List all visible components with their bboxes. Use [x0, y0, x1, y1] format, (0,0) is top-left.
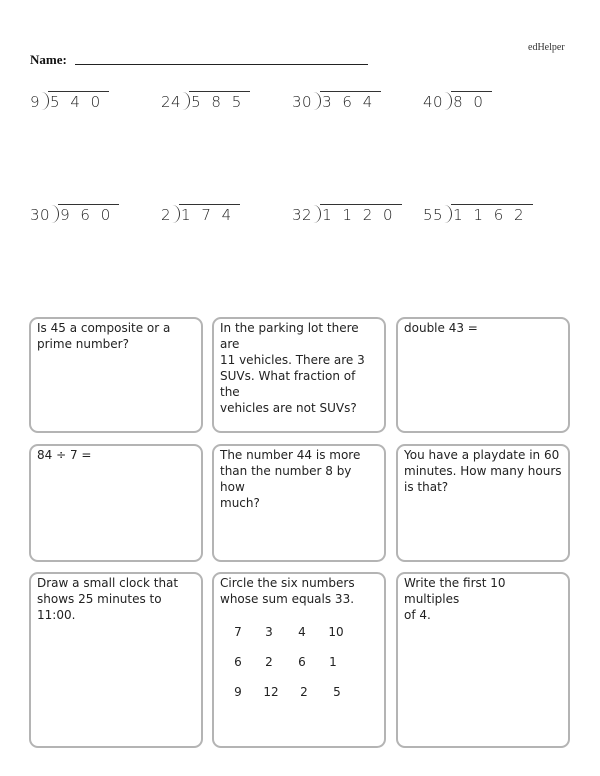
division-problem-2 [161, 91, 250, 111]
problem-box-composite-prime[interactable] [29, 317, 203, 433]
problem-text: The number 44 is more than the number 8 by how much? [220, 448, 361, 510]
problem-box-parking-lot[interactable] [212, 317, 386, 433]
problem-box-circle-numbers[interactable] [212, 572, 386, 748]
divisor: 2 [161, 206, 172, 224]
problem-box-double[interactable] [396, 317, 570, 433]
divisor: 40 [423, 93, 444, 111]
problem-text: Draw a small clock that shows 25 minutes to 11:00. [37, 576, 179, 622]
divisor: 55 [423, 206, 444, 224]
number-cell[interactable]: 3 [265, 625, 273, 639]
problem-box-multiples[interactable] [396, 572, 570, 748]
problem-text: Circle the six numbers whose sum equals 33. [220, 576, 355, 606]
problem-text: In the parking lot there are 11 vehicles. There are 3 SUVs. What fraction of the vehicles are not SUVs? [220, 321, 365, 415]
dividend: 1 1 2 0 [320, 204, 401, 224]
number-row [234, 654, 354, 684]
number-row [234, 624, 354, 654]
number-row [234, 684, 354, 714]
division-problem-7 [292, 204, 402, 224]
number-cell[interactable]: 6 [234, 655, 242, 669]
division-problem-8 [423, 204, 533, 224]
division-bracket [51, 204, 58, 224]
number-grid [234, 624, 354, 714]
division-bracket [444, 91, 451, 111]
division-bracket [444, 204, 451, 224]
divisor: 24 [161, 93, 182, 111]
division-bracket [313, 91, 320, 111]
problem-text: You have a playdate in 60 minutes. How many hours is that? [404, 448, 562, 494]
number-cell[interactable]: 7 [234, 625, 242, 639]
number-cell[interactable]: 4 [298, 625, 306, 639]
number-cell[interactable]: 1 [329, 655, 337, 669]
dividend: 1 1 6 2 [451, 204, 532, 224]
divisor: 30 [292, 93, 313, 111]
division-problem-3 [292, 91, 381, 111]
divisor: 9 [30, 93, 41, 111]
division-bracket [41, 91, 48, 111]
problem-text: double 43 = [404, 321, 478, 335]
dividend: 5 8 5 [189, 91, 250, 111]
problem-box-difference[interactable] [212, 444, 386, 562]
number-cell[interactable]: 6 [298, 655, 306, 669]
name-label: Name: [30, 52, 67, 67]
number-cell[interactable]: 9 [234, 685, 242, 699]
problem-text: 84 ÷ 7 = [37, 448, 92, 462]
division-bracket [172, 204, 179, 224]
dividend: 5 4 0 [48, 91, 109, 111]
divisor: 30 [30, 206, 51, 224]
number-cell[interactable]: 2 [265, 655, 273, 669]
division-bracket [182, 91, 189, 111]
dividend: 3 6 4 [320, 91, 381, 111]
divisor: 32 [292, 206, 313, 224]
problem-box-clock[interactable] [29, 572, 203, 748]
problem-text: Is 45 a composite or a prime number? [37, 321, 171, 351]
dividend: 1 7 4 [179, 204, 240, 224]
number-cell[interactable]: 2 [300, 685, 308, 699]
dividend: 9 6 0 [58, 204, 119, 224]
division-problem-5 [30, 204, 119, 224]
division-bracket [313, 204, 320, 224]
division-problem-6 [161, 204, 240, 224]
dividend: 8 0 [451, 91, 492, 111]
number-cell[interactable]: 12 [263, 685, 279, 699]
number-cell[interactable]: 10 [328, 625, 344, 639]
brand-label: edHelper [528, 42, 565, 53]
problem-text: Write the first 10 multiples of 4. [404, 576, 506, 622]
division-problem-4 [423, 91, 492, 111]
name-line[interactable] [75, 64, 368, 65]
problem-box-playdate[interactable] [396, 444, 570, 562]
number-cell[interactable]: 5 [333, 685, 341, 699]
division-problem-1 [30, 91, 109, 111]
problem-box-division[interactable] [29, 444, 203, 562]
